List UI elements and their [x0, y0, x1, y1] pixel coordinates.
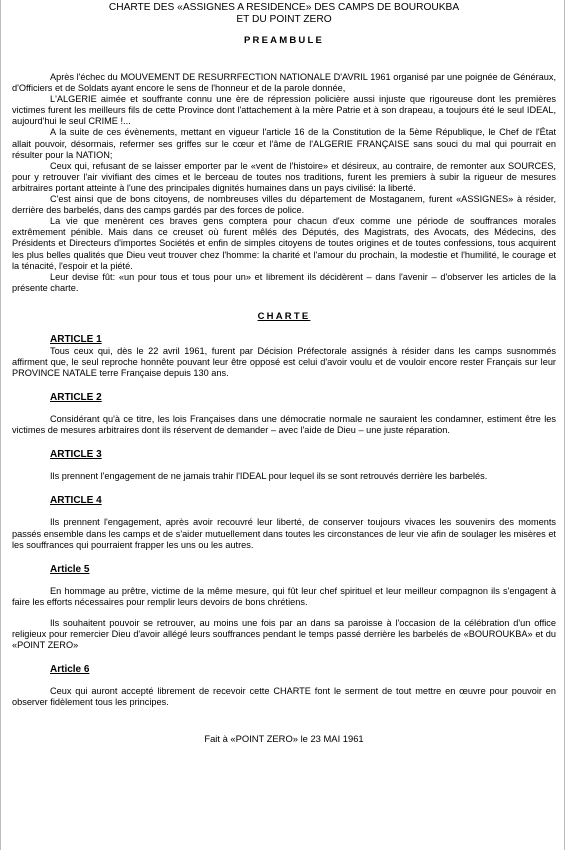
- preambule-paragraph: C'est ainsi que de bons citoyens, de nombreuses villes du département de Mostaganem, furent «ASSIGNES» à résider, derrière des barbelés, dans des camps gardés par des forces de police.: [12, 194, 556, 216]
- article-paragraph: Considérant qu'à ce titre, les lois Françaises dans une démocratie normale ne sauraient les condamner, estiment être les victimes de mesures arbitraires dont ils réservent de demander – avec l'aide de Dieu – une juste réparation.: [12, 414, 556, 436]
- article-section: [12, 564, 556, 651]
- page-left-border: [0, 0, 1, 850]
- charte-heading-text: CHARTE: [257, 310, 311, 322]
- document-title-line-2: ET DU POINT ZERO: [236, 14, 332, 25]
- preambule-paragraph: Après l'échec du MOUVEMENT DE RESURRFECTION NATIONALE D'AVRIL 1961 organisé par une poignée de Généraux, d'Officiers et de Soldats ayant encore le sens de l'honneur et de la parole donnée,: [12, 72, 556, 94]
- document-body[interactable]: [12, 2, 556, 754]
- preambule-paragraph: La vie que menèrent ces braves gens comptera pour chacun d'eux comme une période de souffrances morales extrêmement pénible. Mais dans ce creuset où furent mêlés des Députés, des Magistrats, des Avocats, des Médecins, des Présidents et Directeurs d'importes Sociétés et enfin de simples citoyens de toutes origines et de toutes confessions, tous acquirent les plus belles qualités que Dieu veut trouver chez l'homme: la charité et l'amour du prochain, la modestie et l'humilité, le courage et la ténacité, l'espoir et la piété.: [12, 216, 556, 271]
- article-paragraph: Ceux qui auront accepté librement de recevoir cette CHARTE font le serment de tout mettre en œuvre pour pouvoir en observer fidèlement tous les principes.: [12, 686, 556, 708]
- preambule-heading: PREAMBULE: [244, 35, 324, 46]
- article-paragraph: En hommage au prêtre, victime de la même mesure, qui fût leur chef spirituel et leur meilleur compagnon ils s'engagent à faire les efforts nécessaires pour remplir leurs devoirs de bons chrétiens.: [12, 585, 556, 607]
- preambule-paragraph: Leur devise fût: «un pour tous et tous pour un» et librement ils décidèrent – dans l'avenir – d'observer les articles de la présente charte.: [12, 271, 556, 293]
- article-paragraph: Tous ceux qui, dès le 22 avril 1961, furent par Décision Préfectorale assignés à résider dans les camps susnommés affirment que, le seul reproche honnête pouvant leur être opposé est celui d'avoir voulu et de vouloir encore rester Français sur leur PROVINCE NATALE terre Française depuis 130 ans.: [12, 345, 556, 379]
- document-title-line-1: CHARTE DES «ASSIGNES A RESIDENCE» DES CAMPS DE BOUROUKBA: [108, 2, 460, 13]
- article-title: ARTICLE 2: [50, 392, 102, 404]
- article-title: Article 5: [50, 563, 90, 575]
- article-paragraph: Ils prennent l'engagement de ne jamais trahir l'IDEAL pour lequel ils se sont retrouvés derrière les barbelés.: [50, 471, 488, 482]
- article-section: [12, 449, 556, 482]
- preambule-section: [12, 72, 556, 294]
- preambule-paragraph: Ceux qui, refusant de se laisser emporter par le «vent de l'histoire» et désireux, au contraire, de remonter aux SOURCES, pour y retrouver l'air vivifiant des cimes et le berceau de toutes nos traditions, furent les premiers à subir la rigueur de mesures arbitraires portant atteinte à l'une des principales dignités humaines dans un pays civilisé: la liberté.: [12, 160, 556, 193]
- article-section: [12, 392, 556, 436]
- page-right-border: [564, 0, 565, 850]
- article-title: Article 6: [50, 664, 90, 676]
- article-title: ARTICLE 1: [50, 333, 102, 345]
- article-title: ARTICLE 4: [50, 495, 102, 507]
- article-section: [12, 334, 556, 379]
- article-section: [12, 495, 556, 550]
- article-section: [12, 664, 556, 708]
- preambule-paragraph: L'ALGERIE aimée et souffrante connu une ère de répression policière aussi injuste que rigoureuse dont les premières victimes furent les meilleurs fils de cette Province dont l'attachement à la mère Patrie et à son drapeau, a toujours été le seul IDEAL, aujourd'hui le seul CRIME !...: [12, 94, 556, 127]
- article-title: ARTICLE 3: [50, 449, 102, 461]
- article-paragraph: Ils souhaitent pouvoir se retrouver, au moins une fois par an dans sa paroisse à l'occasion de la célébration d'un office religieux pour remercier Dieu d'avoir allégé leurs souffrances pendant le temps passé derrière les barbelés de «BOUROUKBA» et du «POINT ZERO»: [12, 617, 556, 651]
- article-paragraph: Ils prennent l'engagement, après avoir recouvré leur liberté, de conserver toujours vivaces les souvenirs des moments passés ensemble dans les camps et de s'aider mutuellement dans toutes les circonstances de leur vie afin de soulager les misères et les souffrances qui pourraient frapper les uns ou les autres.: [12, 517, 556, 550]
- charte-heading: [12, 311, 556, 322]
- signature-line: Fait à «POINT ZERO» le 23 MAI 1961: [204, 733, 364, 745]
- preambule-paragraph: A la suite de ces évènements, mettant en vigueur l'article 16 de la Constitution de la 5ème République, le Chef de l'État allait pouvoir, désormais, refermer ses griffes sur le cœur et l'âme de l'ALGERIE FRANÇAISE sans souci du mal qui pourrait en résulter pour la NATION;: [12, 127, 556, 160]
